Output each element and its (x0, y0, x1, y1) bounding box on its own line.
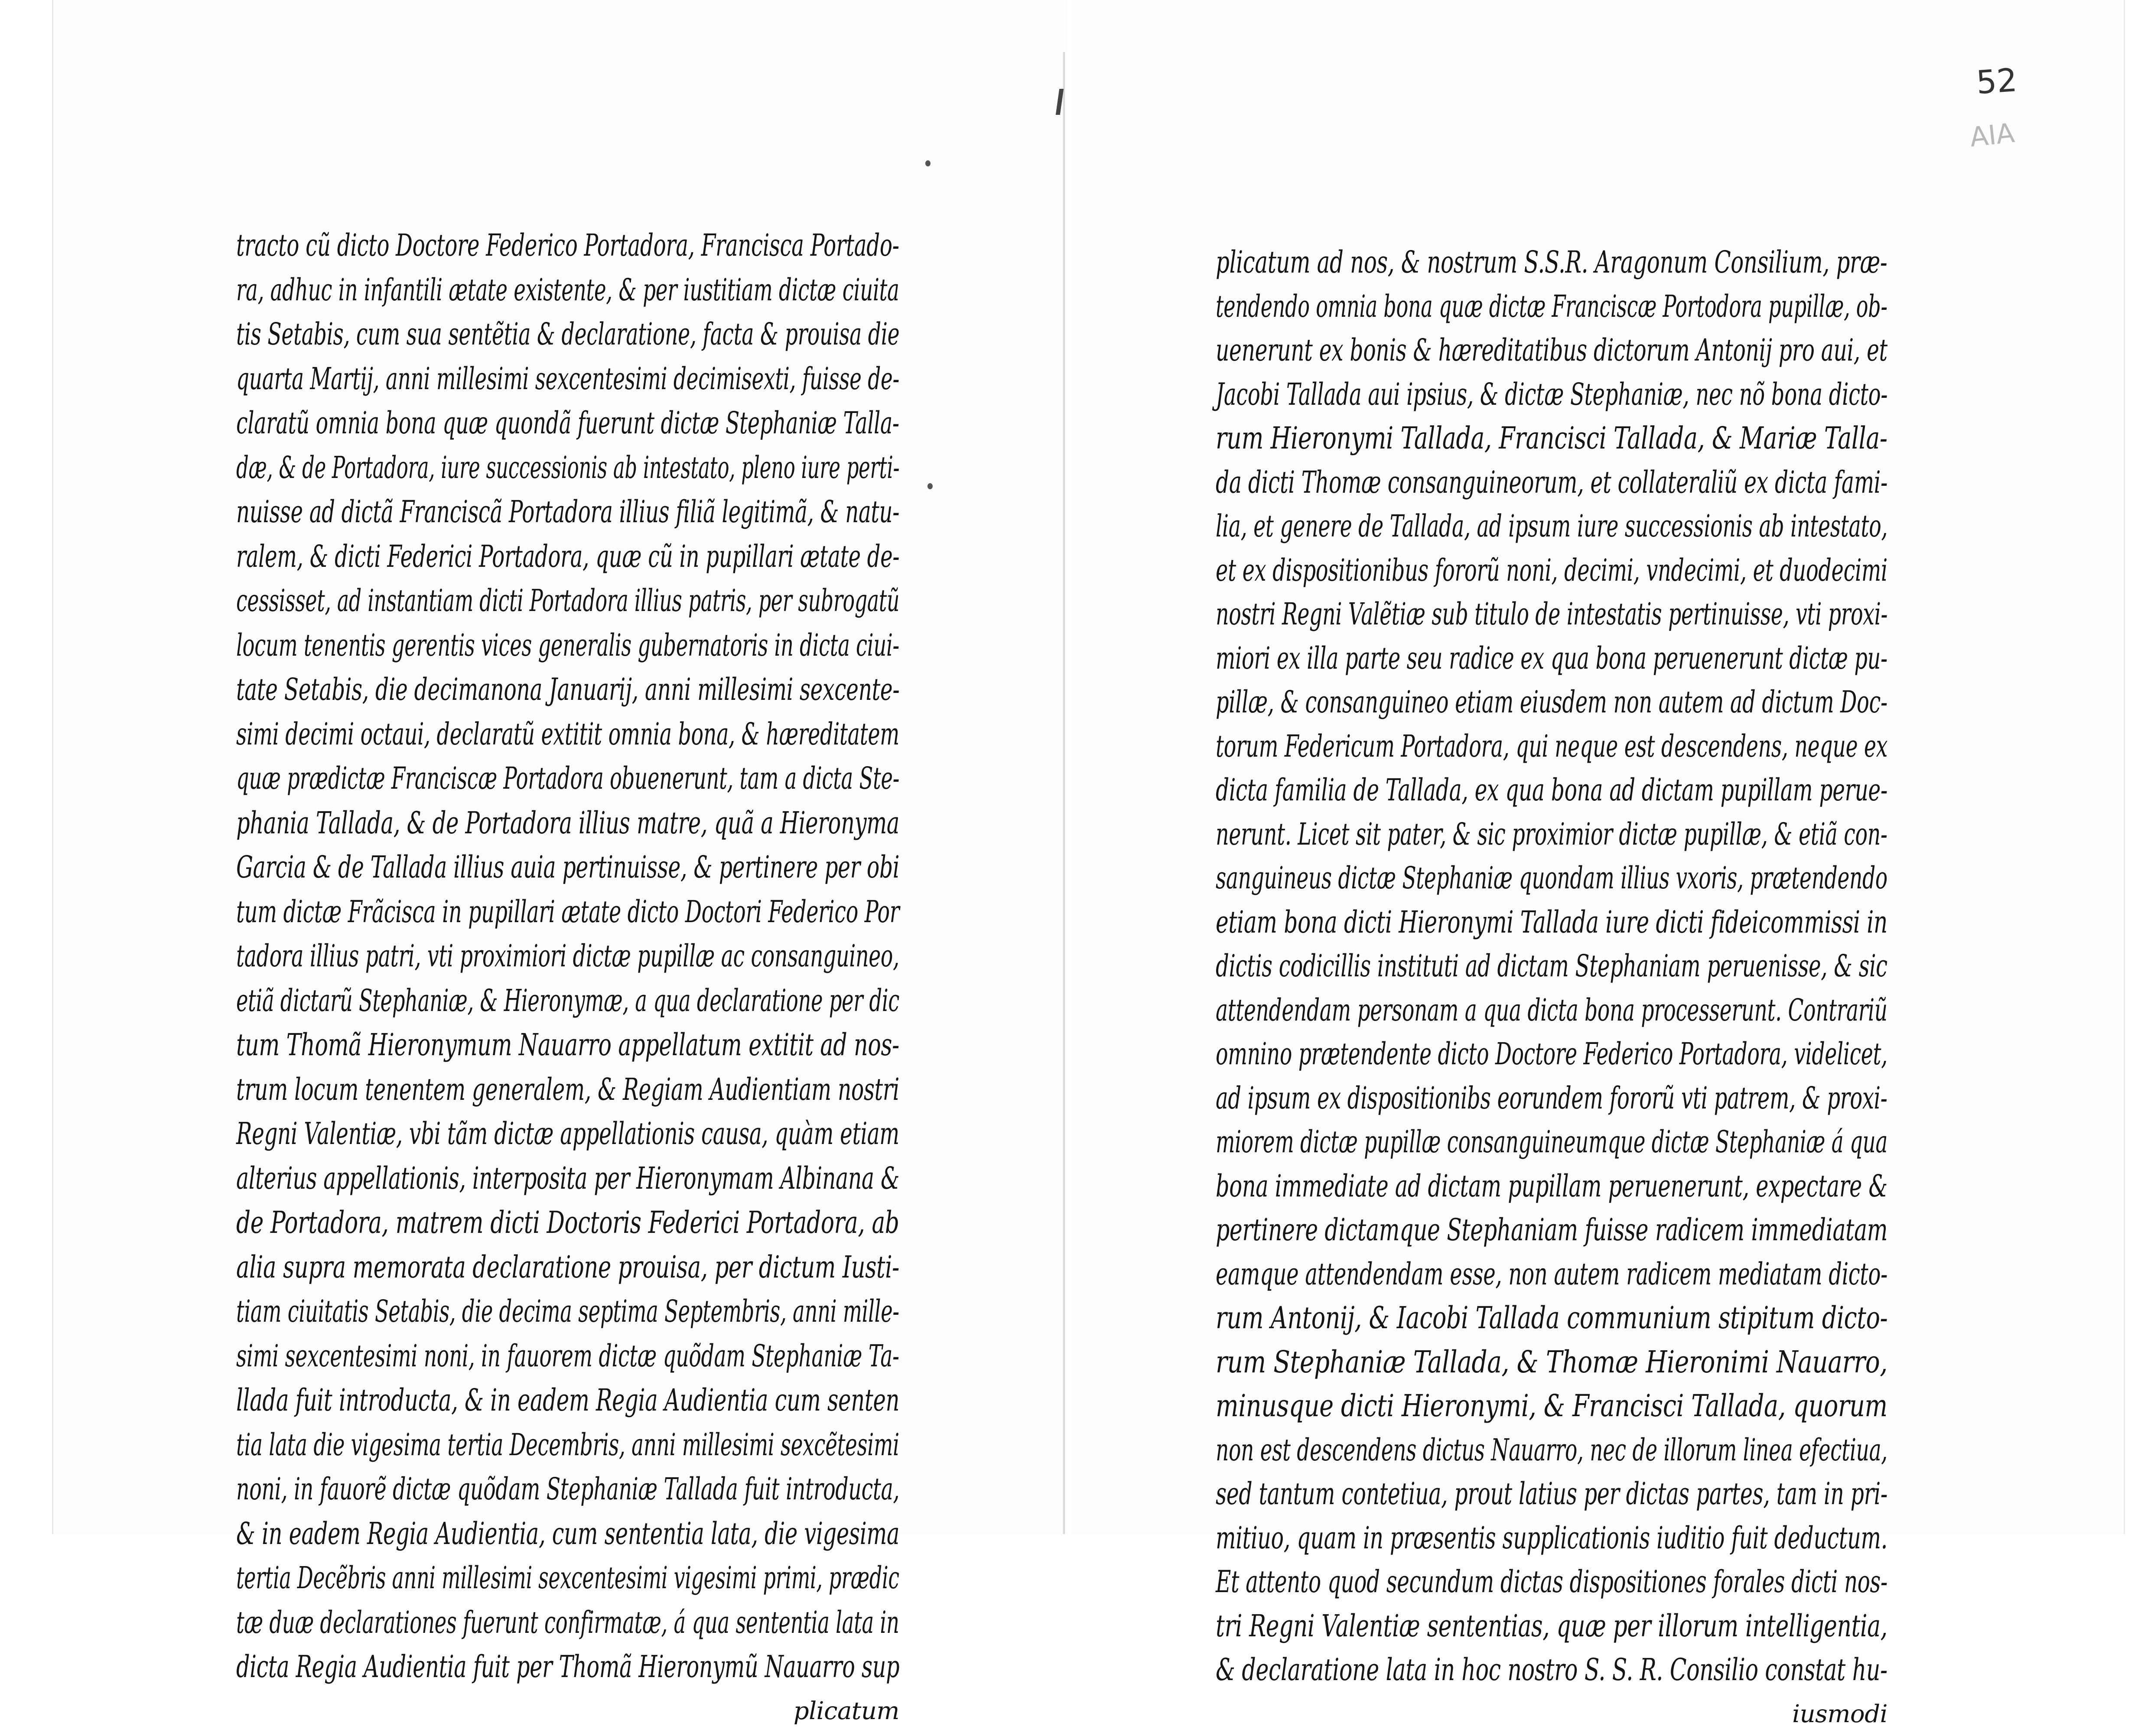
text-line: & in eadem Regia Audientia, cum sententia lata, die vigesima (236, 1512, 706, 1556)
text-line: nerunt. Licet sit pater, & sic proximior dictæ pupillæ, & etiã con- (1216, 813, 1672, 857)
text-line: tum Thomã Hieronymum Nauarro appellatum extitit ad nos- (236, 1023, 716, 1067)
text-line: tiam ciuitatis Setabis, die decima septima Septembris, anni mille- (236, 1289, 677, 1334)
text-line: trum locum tenentem generalem, & Regiam Audientiam nostri (236, 1067, 697, 1112)
text-line: alterius appellationis, interposita per Hieronymam Albinana & (236, 1156, 699, 1201)
text-line: simi sexcentesimi noni, in fauorem dictæ quõdam Stephaniæ Ta- (236, 1334, 683, 1378)
text-line: sed tantum contetiua, prout latius per dictas partes, tam in pri- (1216, 1472, 1685, 1516)
text-line: rum Antonij, & Iacobi Tallada communium stipitum dicto- (1216, 1296, 1732, 1340)
text-line: tæ duæ declarationes fuerunt confirmatæ, á qua sententia lata in (236, 1600, 677, 1645)
text-line: llada fuit introducta, & in eadem Regia Audientia cum senten (236, 1378, 707, 1423)
text-line: torum Federicum Portadora, qui neque est descendens, neque ex (1216, 725, 1671, 769)
text-line: tate Setabis, die decimanona Januarij, anni millesimi sexcente- (236, 667, 697, 712)
text-line: ra, adhuc in infantili ætate existente, & per iustitiam dictæ ciuita (236, 268, 679, 312)
text-line: etiam bona dicti Hieronymi Tallada iure dicti fideicommissi in (1216, 901, 1697, 945)
text-line: phania Tallada, & de Portadora illius matre, quã a Hieronyma (236, 801, 706, 845)
text-line: tadora illius patri, vti proximiori dictæ pupillæ ac consanguineo, (236, 934, 685, 979)
text-line: dicta familia de Tallada, ex qua bona ad dictam pupillam perue- (1216, 768, 1682, 813)
folio-number: 52 (1975, 62, 2018, 101)
text-line: tia lata die vigesima tertia Decembris, anni millesimi sexcẽtesimi (236, 1423, 680, 1467)
text-line: bona immediate ad dictam pupillam peruenerunt, expectare & (1216, 1164, 1690, 1209)
text-line: noni, in fauorẽ dictæ quõdam Stephaniæ Tallada fuit introducta, (236, 1467, 686, 1512)
text-line: sanguineus dictæ Stephaniæ quondam illius vxoris, prætendendo (1216, 856, 1668, 901)
text-line: & declaratione lata in hoc nostro S. S. R. Consilio constat hu- (1216, 1648, 1701, 1692)
text-line: uenerunt ex bonis & hæreditatibus dictorum Antonij pro aui, et (1216, 328, 1684, 373)
ink-speck (925, 160, 931, 166)
ink-speck (927, 483, 933, 489)
text-line: miori ex illa parte seu radice ex qua bona peruenerunt dictæ pu- (1216, 637, 1675, 681)
right-page-text (1216, 241, 1887, 1736)
text-line: claratũ omnia bona quæ quondã fuerunt dictæ Stephaniæ Talla- (236, 401, 687, 445)
text-line: pertinere dictamque Stephaniam fuisse radicem immediatam (1216, 1208, 1700, 1252)
text-line: dictis codicillis instituti ad dictam Stephaniam peruenisse, & sic (1216, 944, 1678, 988)
text-line: rum Hieronymi Tallada, Francisci Tallada, & Mariæ Talla- (1216, 416, 1731, 461)
text-line: tri Regni Valentiæ sententias, quæ per illorum intelligentia, (1216, 1604, 1713, 1648)
text-line: miorem dictæ pupillæ consanguineumque dictæ Stephaniæ á qua (1216, 1120, 1666, 1164)
text-line: mitiuo, quam in præsentis supplicationis iuditio fuit deductum. (1216, 1516, 1687, 1560)
text-line: dicta Regia Audientia fuit per Thomã Hieronymũ Nauarro sup (236, 1645, 703, 1689)
text-line: locum tenentis gerentis vices generalis gubernatoris in dicta ciui- (236, 623, 677, 668)
text-line: Et attento quod secundum dictas dispositiones forales dicti nos- (1216, 1560, 1680, 1604)
text-line: da dicti Thomæ consanguineorum, et collateraliũ ex dicta fami- (1216, 461, 1684, 505)
text-line: quarta Martij, anni millesimi sexcentesimi decimisexti, fuisse de- (236, 357, 682, 401)
text-line: etiã dictarũ Stephaniæ, & Hieronymæ, a qua declaratione per dic (236, 979, 676, 1023)
text-line: minusque dicti Hieronymi, & Francisci Tallada, quorum (1216, 1384, 1749, 1428)
text-line: eamque attendendam esse, non autem radicem mediatam dicto- (1216, 1252, 1678, 1297)
left-page-text (236, 223, 899, 1733)
text-line: ad ipsum ex dispositionibs eorundem fororũ vti patrem, & proxi- (1216, 1076, 1676, 1121)
text-line: Jacobi Tallada aui ipsius, & dictæ Stephaniæ, nec nõ bona dicto- (1216, 373, 1677, 417)
text-line: Garcia & de Tallada illius auia pertinuisse, & pertinere per obi (236, 845, 699, 890)
text-line: tracto cũ dicto Doctore Federico Portadora, Francisca Portado- (236, 223, 695, 268)
text-line: attendendam personam a qua dicta bona processerunt. Contrariũ (1216, 988, 1668, 1033)
text-line: Regni Valentiæ, vbi tãm dictæ appellationis causa, quàm etiam (236, 1112, 695, 1156)
text-line: simi decimi octaui, declaratũ extitit omnia bona, & hæreditatem (236, 712, 687, 757)
text-line: quæ prædictæ Franciscæ Portadora obuenerunt, tam a dicta Ste- (236, 756, 677, 801)
page-gutter (1063, 52, 1065, 1534)
text-line: nuisse ad dictã Franciscã Portadora illius filiã legitimã, & natu- (236, 490, 693, 534)
text-line: dæ, & de Portadora, iure successionis ab intestato, pleno iure perti- (236, 445, 663, 490)
text-line: tendendo omnia bona quæ dictæ Franciscæ Portodora pupillæ, ob- (1216, 285, 1658, 329)
text-line: plicatum ad nos, & nostrum S.S.R. Aragonum Consilium, præ- (1216, 241, 1695, 285)
text-line: pillæ, & consanguineo etiam eiusdem non autem ad dictum Doc- (1216, 680, 1675, 725)
text-line: ralem, & dicti Federici Portadora, quæ cũ in pupillari ætate de- (236, 534, 693, 579)
catchword: iusmodi (1216, 1692, 1887, 1736)
text-line: omnino prætendente dicto Doctore Federico Portadora, videlicet, (1216, 1032, 1670, 1076)
text-line: alia supra memorata declaratione prouisa, per dictum Iusti- (236, 1245, 720, 1290)
text-line: tis Setabis, cum sua sentẽtia & declaratione, facta & prouisa die (236, 312, 685, 357)
catchword: plicatum (236, 1689, 899, 1734)
text-line: de Portadora, matrem dicti Doctoris Federici Portadora, ab (236, 1200, 726, 1245)
text-line: tertia Decẽbris anni millesimi sexcentesimi vigesimi primi, prædic (236, 1556, 672, 1600)
text-line: lia, et genere de Tallada, ad ipsum iure successionis ab intestato, (1216, 504, 1671, 549)
text-line: tum dictæ Frãcisca in pupillari ætate dicto Doctori Federico Por (236, 890, 687, 934)
text-line: rum Stephaniæ Tallada, & Thomæ Hieronimi Nauarro, (1216, 1340, 1758, 1385)
text-line: et ex dispositionibus fororũ noni, decimi, vndecimi, et duodecimi (1216, 549, 1674, 593)
folio-secondary-mark: AIA (1968, 117, 2016, 153)
text-line: non est descendens dictus Nauarro, nec de illorum linea efectiua, (1216, 1428, 1668, 1473)
text-line: cessisset, ad instantiam dicti Portadora illius patris, per subrogatũ (236, 579, 671, 623)
text-line: nostri Regni Valẽtiæ sub titulo de intestatis pertinuisse, vti proxi- (1216, 592, 1671, 637)
